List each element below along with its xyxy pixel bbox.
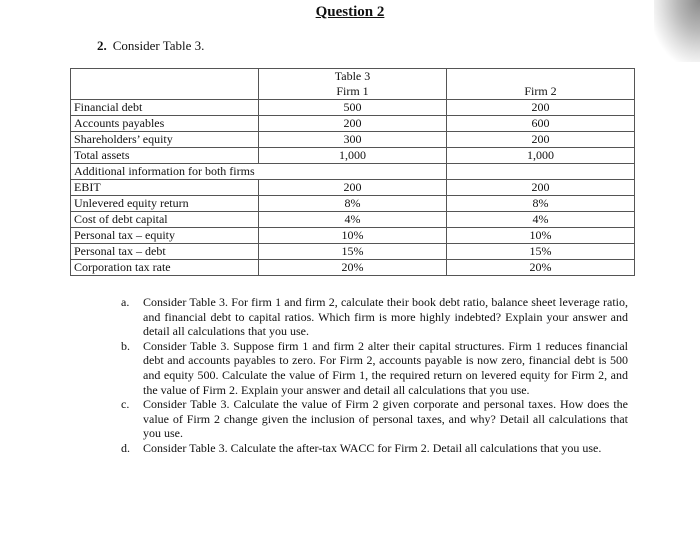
- table-row: [71, 116, 635, 132]
- table-row: [71, 228, 635, 244]
- firm1-value-cell: 200: [259, 116, 447, 132]
- header-empty-cell: [71, 69, 259, 100]
- firm1-header: Firm 1: [336, 84, 369, 98]
- question-letter: d.: [121, 440, 130, 455]
- firm1-value-cell: 10%: [259, 228, 447, 244]
- table-row: [71, 132, 635, 148]
- question-letter: b.: [121, 338, 130, 353]
- firm2-value-cell: 15%: [447, 244, 635, 260]
- question-letter: c.: [121, 397, 130, 412]
- table-row: [71, 100, 635, 116]
- firm2-value-cell: 8%: [447, 196, 635, 212]
- header-firm1-cell: [259, 69, 447, 100]
- row-label-cell: Cost of debt capital: [71, 212, 259, 228]
- question-list: [118, 295, 628, 456]
- firm1-value-cell: 8%: [259, 196, 447, 212]
- question-text: Consider Table 3. Calculate the value of Firm 2 given corporate and personal taxes. How does the value of Firm 2 change given the inclusion of personal taxes, and why? Detail all calculations that you use.: [143, 397, 628, 441]
- table-row: [71, 244, 635, 260]
- table-3: [70, 68, 635, 276]
- section-label: Additional information for both firms: [71, 164, 259, 180]
- question-text: Consider Table 3. Calculate the after-tax WACC for Firm 2. Detail all calculations that you use.: [143, 440, 602, 455]
- firm2-value-cell: 1,000: [447, 148, 635, 164]
- question-intro-text: Consider Table 3.: [112, 38, 205, 53]
- firm1-value-cell: 20%: [259, 260, 447, 276]
- firm2-value-cell: 600: [447, 116, 635, 132]
- question-text: Consider Table 3. For firm 1 and firm 2, calculate their book debt ratio, balance sheet leverage ratio, and financial debt to capital ratios. Which firm is more highly indebted? Explain your answer and detail all calculations that you use.: [143, 295, 628, 339]
- row-label-cell: Personal tax – equity: [71, 228, 259, 244]
- row-label-cell: Personal tax – debt: [71, 244, 259, 260]
- firm1-value-cell: 4%: [259, 212, 447, 228]
- header-firm2-cell: [447, 69, 635, 100]
- table-title: Table 3: [334, 69, 371, 83]
- row-label-cell: Corporation tax rate: [71, 260, 259, 276]
- section-empty-cell: [447, 164, 635, 180]
- table-header-and-balance-rows: [71, 69, 635, 276]
- row-label-cell: Accounts payables: [71, 116, 259, 132]
- firm1-value-cell: 500: [259, 100, 447, 116]
- table-row: [71, 180, 635, 196]
- firm2-value-cell: 4%: [447, 212, 635, 228]
- table-row: [71, 260, 635, 276]
- firm1-value-cell: 200: [259, 180, 447, 196]
- question-number: 2.: [97, 38, 107, 53]
- section-empty-cell: [259, 164, 447, 180]
- firm2-value-cell: 20%: [447, 260, 635, 276]
- question-title: Question 2: [315, 4, 385, 20]
- row-label-cell: EBIT: [71, 180, 259, 196]
- row-label-cell: Financial debt: [71, 100, 259, 116]
- question-intro: [97, 38, 204, 54]
- firm2-value-cell: 200: [447, 132, 635, 148]
- question-item: [118, 397, 628, 441]
- firm2-header: Firm 2: [524, 84, 557, 98]
- question-item: [118, 295, 628, 339]
- section-label-row: [71, 164, 635, 180]
- question-item: [118, 441, 628, 456]
- firm2-value-cell: 10%: [447, 228, 635, 244]
- table-row: [71, 212, 635, 228]
- row-label-cell: Unlevered equity return: [71, 196, 259, 212]
- table-row: [71, 148, 635, 164]
- firm1-value-cell: 300: [259, 132, 447, 148]
- row-label-cell: Shareholders’ equity: [71, 132, 259, 148]
- question-item: [118, 339, 628, 397]
- table-header-row: [71, 69, 635, 100]
- firm2-value-cell: 200: [447, 180, 635, 196]
- firm1-value-cell: 15%: [259, 244, 447, 260]
- firm1-value-cell: 1,000: [259, 148, 447, 164]
- table-row: [71, 196, 635, 212]
- firm2-value-cell: 200: [447, 100, 635, 116]
- row-label-cell: Total assets: [71, 148, 259, 164]
- question-text: Consider Table 3. Suppose firm 1 and firm 2 alter their capital structures. Firm 1 reduces financial debt and accounts payables to zero. For Firm 2, accounts payable is now zero, financial debt is 500 and equity 500. Calculate the value of Firm 1, the required return on levered equity for Firm 2, and the value of Firm 2. Explain your answer and detail all calculations that you use.: [143, 338, 628, 397]
- question-letter: a.: [121, 295, 130, 309]
